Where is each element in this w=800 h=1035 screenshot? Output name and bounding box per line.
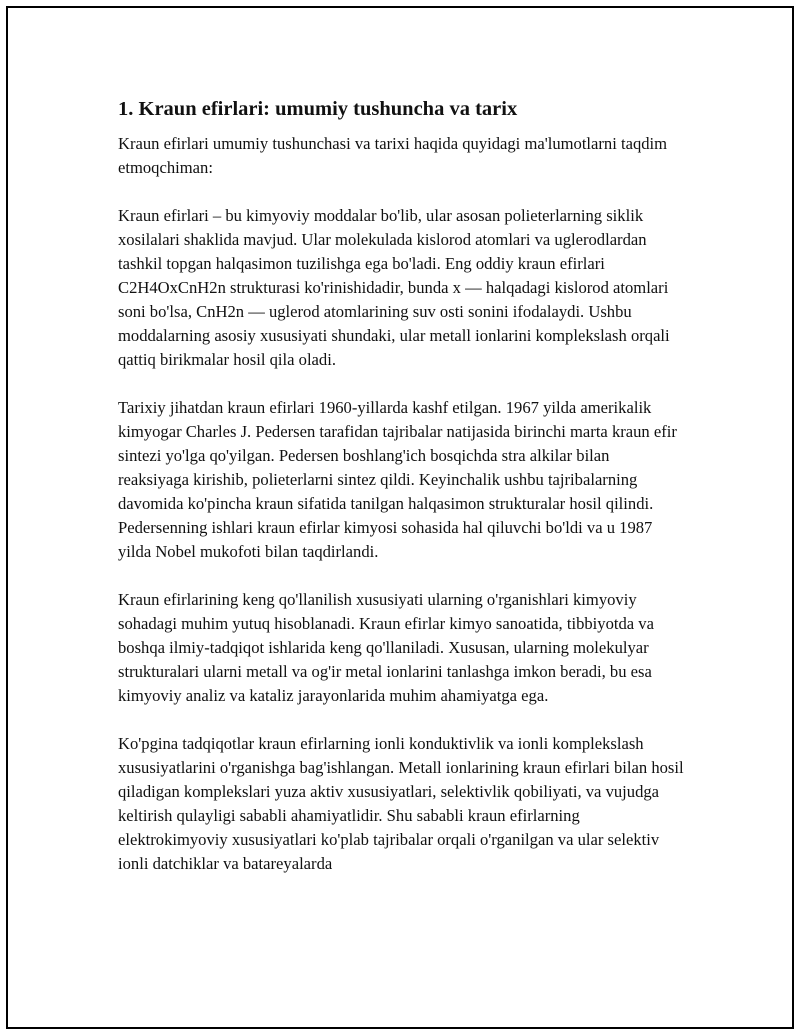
paragraph-applications: Kraun efirlarining keng qo'llanilish xususiyati ularning o'rganishlari kimyoviy sohadagi muhim yutuq hisoblanadi. Kraun efirlar kimyo sanoatida, tibbiyotda va boshqa ilmiy-tadqiqot ishlarida keng qo'llaniladi. Xususan, ularning molekulyar strukturalari ularni metall va og'ir metal ionlarini tanlashga imkon beradi, bu esa kimyoviy analiz va kataliz jarayonlarida muhim ahamiyatga ega. [118,590,654,705]
document-body [118,96,684,900]
paragraph-history: Tarixiy jihatdan kraun efirlari 1960-yillarda kashf etilgan. 1967 yilda amerikalik kimyogar Charles J. Pedersen tarafidan tajribalar natijasida birinchi marta kraun efir sintezi yo'lga qo'yilgan. Pedersen boshlang'ich bosqichda stra alkilar bilan reaksiyaga kirishib, polieterlarni sintez qildi. Keyinchalik ushbu tajribalarning davomida ko'pincha kraun sifatida tanilgan halqasimon strukturalar hosil qilindi. Pedersenning ishlari kraun efirlar kimyosi sohasida hal qiluvchi bo'ldi va u 1987 yilda Nobel mukofoti bilan taqdirlandi. [118,398,677,561]
paragraph-intro: Kraun efirlari umumiy tushunchasi va tarixi haqida quyidagi ma'lumotlarni taqdim etmoqchiman: [118,134,668,177]
paragraph-research: Ko'pgina tadqiqotlar kraun efirlarning ionli konduktivlik va ionli komplekslash xususiyatlarini o'rganishga bag'ishlangan. Metall ionlarining kraun efirlari bilan hosil qiladigan komplekslari yuza aktiv xususiyatlari, selektivlik qobiliyati, va vujudga keltirish qulayligi sababli ahamiyatlidir. Shu sababli kraun efirlarning elektrokimyoviy xususiyatlari ko'plab tajribalar orqali o'rganilgan va ular selektiv ionli datchiklar va batareyalarda [118,734,684,873]
paragraph-definition: Kraun efirlari – bu kimyoviy moddalar bo'lib, ular asosan polieterlarning siklik xosilalari shaklida mavjud. Ular molekulada kislorod atomlari va uglerodlardan tashkil topgan halqasimon tuzilishga ega bo'ladi. Eng oddiy kraun efirlari C2H4OxCnH2n strukturasi ko'rinishidadir, bunda x — halqadagi kislorod atomlari soni bo'lsa, CnH2n — uglerod atomlarining suv osti sonini ifodalaydi. Ushbu moddalarning asosiy xususiyati shundaki, ular metall ionlarini komplekslash orqali qattiq birikmalar hosil qila oladi. [118,206,670,369]
section-heading: 1. Kraun efirlari: umumiy tushuncha va tarix [118,98,518,120]
